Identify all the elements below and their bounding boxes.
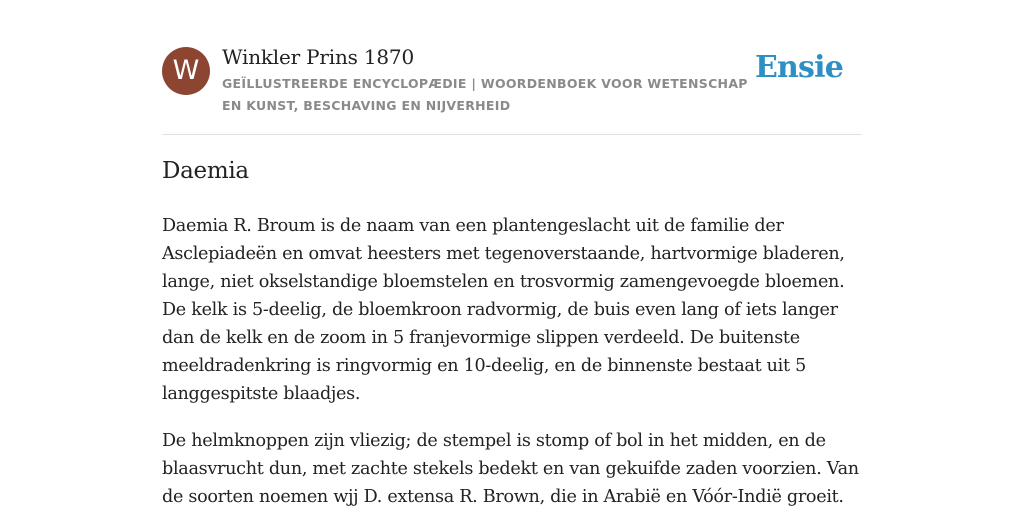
article-paragraph: De helmknoppen zijn vliezig; de stempel is stomp of bol in het midden, en de blaasvrucht dun, met zachte stekels bedekt en van gekuifde zaden voorzien. Van de soorten noemen wjj D. extensa R. Brown, die in Arabië en Vóór-Indië groeit. [162,431,859,507]
article-title: Daemia [162,158,249,184]
header [162,0,862,135]
source-subtitle: GEÏLLUSTREERDE ENCYCLOPÆDIE | WOORDENBOEK VOOR WETENSCHAP EN KUNST, BESCHAVING EN NIJVERHEID [222,76,748,113]
source-title[interactable]: Winkler Prins 1870 [222,45,414,69]
article-body [162,212,862,530]
ensie-logo[interactable]: Ensie [754,50,843,85]
article-paragraph: Daemia R. Broum is de naam van een plantengeslacht uit de familie der Asclepiadeën en omvat heesters met tegenoverstaande, hartvormige bladeren, lange, niet okselstandige bloemstelen en trosvormig zamengevoegde bloemen. De kelk is 5-deelig, de bloemkroon radvormig, de buis even lang of iets langer dan de kelk en de zoom in 5 franjevormige slippen verdeeld. De buitenste meeldradenkring is ringvormig en 10-deelig, en de binnenste bestaat uit 5 langgespitste blaadjes. [162,216,845,404]
source-avatar[interactable]: W [162,47,210,95]
page [162,0,862,507]
